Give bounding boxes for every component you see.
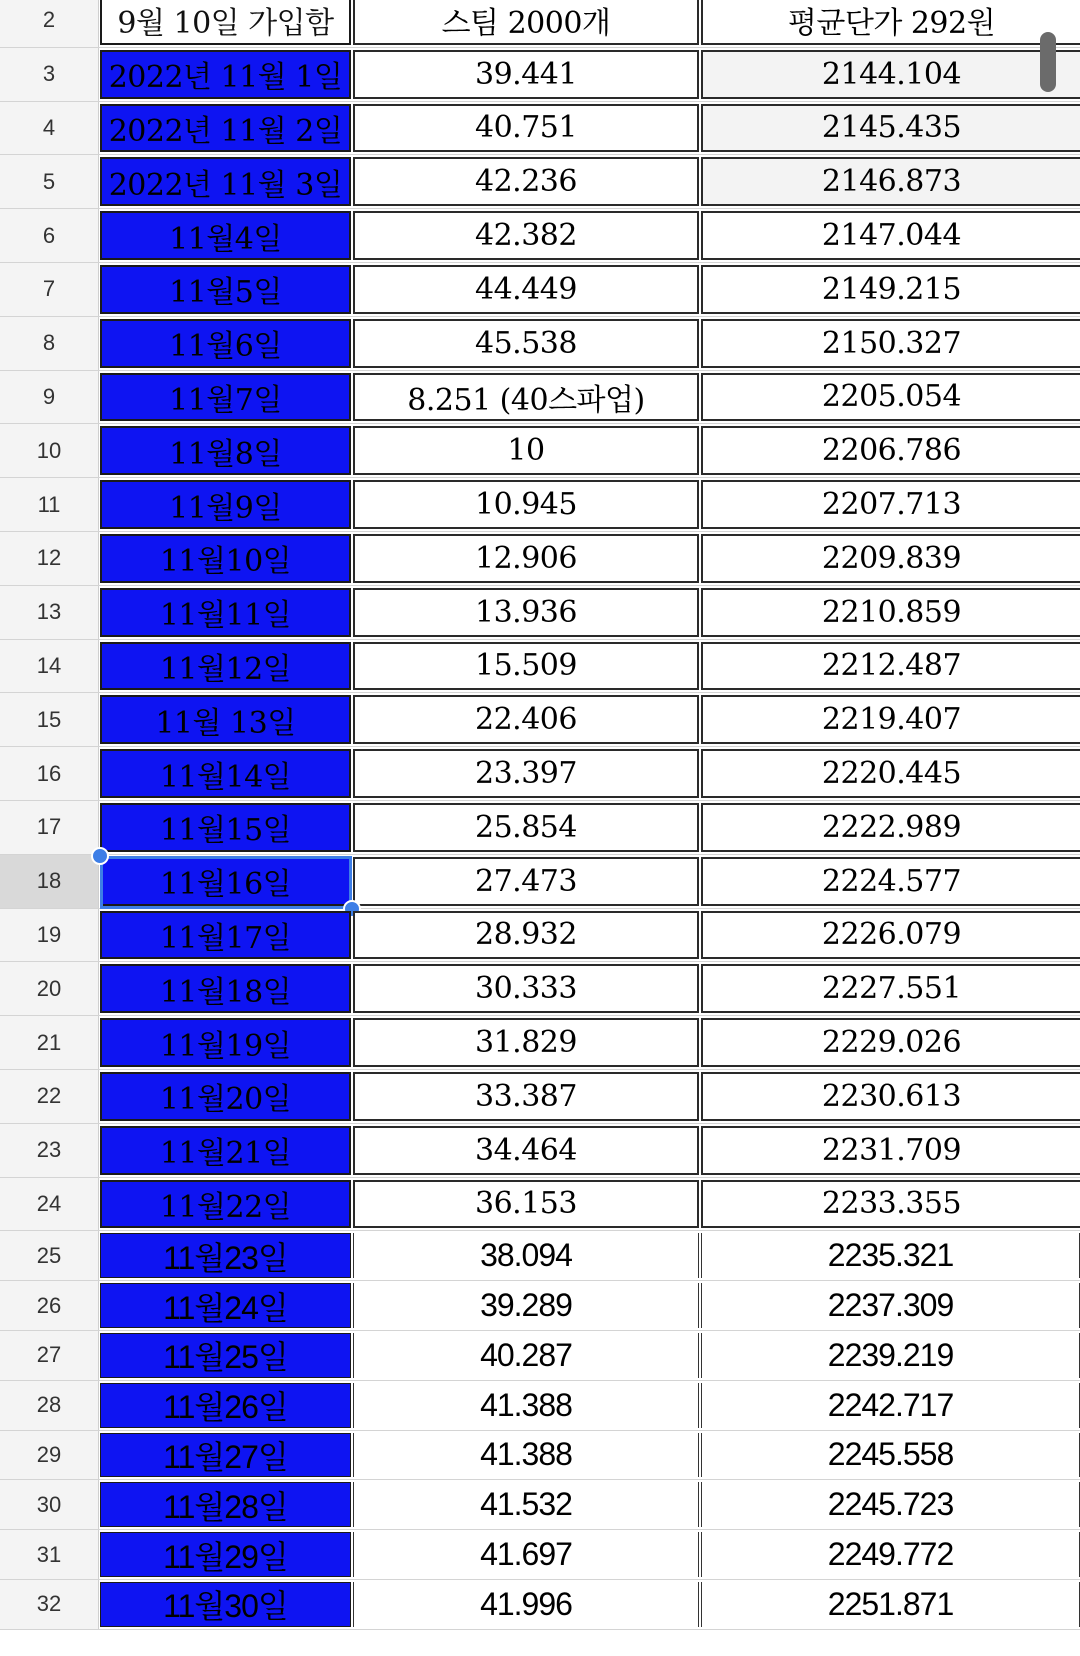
row-header[interactable]: 29 bbox=[0, 1431, 99, 1480]
row-header[interactable]: 20 bbox=[0, 962, 99, 1015]
row-header[interactable]: 3 bbox=[0, 48, 99, 101]
row-header[interactable]: 11 bbox=[0, 478, 99, 531]
row-header[interactable]: 10 bbox=[0, 424, 99, 477]
amount-cell[interactable]: 39.441 bbox=[353, 50, 699, 99]
price-cell[interactable]: 2150.327 bbox=[701, 319, 1080, 368]
table-row[interactable] bbox=[0, 801, 1080, 855]
table-row[interactable] bbox=[0, 1070, 1080, 1124]
header-amount-cell[interactable]: 스팀 2000개 bbox=[353, 0, 699, 45]
table-row[interactable] bbox=[0, 1178, 1080, 1232]
table-row[interactable] bbox=[0, 209, 1080, 263]
header-date-cell[interactable]: 9월 10일 가입함 bbox=[100, 0, 351, 45]
row-header[interactable]: 30 bbox=[0, 1480, 99, 1529]
date-cell[interactable]: 11월21일 bbox=[100, 1126, 351, 1175]
selection-handle-top-left[interactable] bbox=[91, 847, 109, 865]
row-header[interactable]: 13 bbox=[0, 586, 99, 639]
row-header[interactable]: 12 bbox=[0, 532, 99, 585]
date-cell[interactable]: 11월7일 bbox=[100, 373, 351, 422]
table-row[interactable] bbox=[0, 1580, 1080, 1630]
row-header[interactable]: 25 bbox=[0, 1231, 99, 1280]
row-header[interactable]: 26 bbox=[0, 1281, 99, 1330]
date-cell[interactable]: 11월28일 bbox=[100, 1482, 351, 1527]
row-header[interactable]: 8 bbox=[0, 317, 99, 370]
price-cell[interactable]: 2145.435 bbox=[701, 104, 1080, 153]
amount-cell[interactable]: 41.996 bbox=[353, 1582, 699, 1627]
amount-cell[interactable]: 33.387 bbox=[353, 1072, 699, 1121]
amount-cell[interactable]: 39.289 bbox=[353, 1283, 699, 1328]
table-row[interactable] bbox=[0, 102, 1080, 156]
date-cell[interactable]: 11월26일 bbox=[100, 1383, 351, 1428]
table-row[interactable] bbox=[0, 1281, 1080, 1331]
row-header[interactable]: 18 bbox=[0, 855, 99, 908]
price-cell[interactable]: 2239.219 bbox=[701, 1333, 1080, 1378]
row-header[interactable]: 14 bbox=[0, 640, 99, 693]
price-cell[interactable]: 2206.786 bbox=[701, 426, 1080, 475]
price-cell[interactable]: 2222.989 bbox=[701, 803, 1080, 852]
row-header[interactable]: 28 bbox=[0, 1381, 99, 1430]
table-row[interactable] bbox=[0, 1381, 1080, 1431]
table-row[interactable] bbox=[0, 693, 1080, 747]
price-cell[interactable]: 2146.873 bbox=[701, 157, 1080, 206]
table-row[interactable] bbox=[0, 371, 1080, 425]
price-cell[interactable]: 2249.772 bbox=[701, 1532, 1080, 1577]
amount-cell[interactable]: 22.406 bbox=[353, 695, 699, 744]
amount-cell[interactable]: 41.697 bbox=[353, 1532, 699, 1577]
date-cell[interactable]: 2022년 11월 3일 bbox=[100, 157, 351, 206]
price-cell[interactable]: 2207.713 bbox=[701, 480, 1080, 529]
price-cell[interactable]: 2149.215 bbox=[701, 265, 1080, 314]
table-row[interactable] bbox=[0, 155, 1080, 209]
amount-cell[interactable]: 40.287 bbox=[353, 1333, 699, 1378]
price-cell[interactable]: 2220.445 bbox=[701, 749, 1080, 798]
price-cell[interactable]: 2245.723 bbox=[701, 1482, 1080, 1527]
row-header[interactable]: 27 bbox=[0, 1331, 99, 1380]
amount-cell[interactable]: 41.388 bbox=[353, 1433, 699, 1478]
date-cell[interactable]: 11월24일 bbox=[100, 1283, 351, 1328]
amount-cell[interactable]: 31.829 bbox=[353, 1018, 699, 1067]
price-cell[interactable]: 2224.577 bbox=[701, 857, 1080, 906]
row-header[interactable]: 6 bbox=[0, 209, 99, 262]
price-cell[interactable]: 2219.407 bbox=[701, 695, 1080, 744]
date-cell[interactable]: 2022년 11월 1일 bbox=[100, 50, 351, 99]
row-header[interactable]: 31 bbox=[0, 1530, 99, 1579]
amount-cell[interactable]: 10.945 bbox=[353, 480, 699, 529]
date-cell[interactable]: 11월30일 bbox=[100, 1582, 351, 1627]
price-cell[interactable]: 2251.871 bbox=[701, 1582, 1080, 1627]
amount-cell[interactable]: 40.751 bbox=[353, 104, 699, 153]
date-cell[interactable]: 11월16일 bbox=[100, 857, 351, 906]
row-header[interactable]: 19 bbox=[0, 909, 99, 962]
table-row[interactable] bbox=[0, 1530, 1080, 1580]
price-cell[interactable]: 2229.026 bbox=[701, 1018, 1080, 1067]
amount-cell[interactable]: 45.538 bbox=[353, 319, 699, 368]
price-cell[interactable]: 2147.044 bbox=[701, 211, 1080, 260]
date-cell[interactable]: 11월11일 bbox=[100, 588, 351, 637]
table-row[interactable] bbox=[0, 1124, 1080, 1178]
table-row[interactable] bbox=[0, 532, 1080, 586]
price-cell[interactable]: 2237.309 bbox=[701, 1283, 1080, 1328]
amount-cell[interactable]: 8.251 (40스파업) bbox=[353, 373, 699, 422]
amount-cell[interactable]: 10 bbox=[353, 426, 699, 475]
date-cell[interactable]: 11월15일 bbox=[100, 803, 351, 852]
table-row[interactable] bbox=[0, 909, 1080, 963]
amount-cell[interactable]: 28.932 bbox=[353, 911, 699, 960]
amount-cell[interactable]: 42.236 bbox=[353, 157, 699, 206]
row-header[interactable]: 17 bbox=[0, 801, 99, 854]
table-row[interactable] bbox=[0, 478, 1080, 532]
price-cell[interactable]: 2144.104 bbox=[701, 50, 1080, 99]
date-cell[interactable]: 11월10일 bbox=[100, 534, 351, 583]
amount-cell[interactable]: 23.397 bbox=[353, 749, 699, 798]
price-cell[interactable]: 2235.321 bbox=[701, 1233, 1080, 1278]
date-cell[interactable]: 11월19일 bbox=[100, 1018, 351, 1067]
price-cell[interactable]: 2231.709 bbox=[701, 1126, 1080, 1175]
table-row[interactable] bbox=[0, 1016, 1080, 1070]
date-cell[interactable]: 11월 13일 bbox=[100, 695, 351, 744]
amount-cell[interactable]: 34.464 bbox=[353, 1126, 699, 1175]
amount-cell[interactable]: 41.388 bbox=[353, 1383, 699, 1428]
row-header[interactable]: 7 bbox=[0, 263, 99, 316]
amount-cell[interactable]: 25.854 bbox=[353, 803, 699, 852]
amount-cell[interactable]: 15.509 bbox=[353, 642, 699, 691]
amount-cell[interactable]: 12.906 bbox=[353, 534, 699, 583]
table-row[interactable] bbox=[0, 1431, 1080, 1481]
table-row[interactable] bbox=[0, 1231, 1080, 1281]
header-price-cell[interactable]: 평균단가 292원 bbox=[701, 0, 1080, 45]
table-row[interactable] bbox=[0, 424, 1080, 478]
date-cell[interactable]: 11월12일 bbox=[100, 642, 351, 691]
amount-cell[interactable]: 44.449 bbox=[353, 265, 699, 314]
amount-cell[interactable]: 13.936 bbox=[353, 588, 699, 637]
date-cell[interactable]: 2022년 11월 2일 bbox=[100, 104, 351, 153]
row-header[interactable]: 5 bbox=[0, 155, 99, 208]
row-header[interactable]: 15 bbox=[0, 693, 99, 746]
table-row[interactable] bbox=[0, 1480, 1080, 1530]
row-header[interactable]: 4 bbox=[0, 102, 99, 155]
date-cell[interactable]: 11월6일 bbox=[100, 319, 351, 368]
price-cell[interactable]: 2230.613 bbox=[701, 1072, 1080, 1121]
row-header[interactable]: 2 bbox=[0, 0, 99, 47]
date-cell[interactable]: 11월27일 bbox=[100, 1433, 351, 1478]
row-header[interactable]: 32 bbox=[0, 1580, 99, 1629]
row-header[interactable]: 24 bbox=[0, 1178, 99, 1231]
amount-cell[interactable]: 38.094 bbox=[353, 1233, 699, 1278]
price-cell[interactable]: 2209.839 bbox=[701, 534, 1080, 583]
table-row[interactable] bbox=[0, 263, 1080, 317]
table-row[interactable] bbox=[0, 48, 1080, 102]
row-header[interactable]: 9 bbox=[0, 371, 99, 424]
price-cell[interactable]: 2212.487 bbox=[701, 642, 1080, 691]
table-row[interactable] bbox=[0, 855, 1080, 909]
table-row[interactable] bbox=[0, 317, 1080, 371]
row-header[interactable]: 21 bbox=[0, 1016, 99, 1069]
date-cell[interactable]: 11월22일 bbox=[100, 1180, 351, 1229]
price-cell[interactable]: 2210.859 bbox=[701, 588, 1080, 637]
vertical-scrollbar[interactable] bbox=[1040, 32, 1056, 92]
price-cell[interactable]: 2226.079 bbox=[701, 911, 1080, 960]
date-cell[interactable]: 11월9일 bbox=[100, 480, 351, 529]
price-cell[interactable]: 2205.054 bbox=[701, 373, 1080, 422]
date-cell[interactable]: 11월18일 bbox=[100, 964, 351, 1013]
date-cell[interactable]: 11월8일 bbox=[100, 426, 351, 475]
table-row[interactable] bbox=[0, 640, 1080, 694]
price-cell[interactable]: 2233.355 bbox=[701, 1180, 1080, 1229]
date-cell[interactable]: 11월29일 bbox=[100, 1532, 351, 1577]
price-cell[interactable]: 2227.551 bbox=[701, 964, 1080, 1013]
amount-cell[interactable]: 36.153 bbox=[353, 1180, 699, 1229]
price-cell[interactable]: 2245.558 bbox=[701, 1433, 1080, 1478]
table-row[interactable] bbox=[0, 747, 1080, 801]
date-cell[interactable]: 11월23일 bbox=[100, 1233, 351, 1278]
amount-cell[interactable]: 30.333 bbox=[353, 964, 699, 1013]
table-row[interactable] bbox=[0, 586, 1080, 640]
date-cell[interactable]: 11월17일 bbox=[100, 911, 351, 960]
date-cell[interactable]: 11월4일 bbox=[100, 211, 351, 260]
date-cell[interactable]: 11월14일 bbox=[100, 749, 351, 798]
row-header[interactable]: 16 bbox=[0, 747, 99, 800]
row-header[interactable]: 23 bbox=[0, 1124, 99, 1177]
row-header[interactable]: 22 bbox=[0, 1070, 99, 1123]
table-row[interactable] bbox=[0, 962, 1080, 1016]
amount-cell[interactable]: 42.382 bbox=[353, 211, 699, 260]
table-row[interactable] bbox=[0, 1331, 1080, 1381]
amount-cell[interactable]: 41.532 bbox=[353, 1482, 699, 1527]
date-cell[interactable]: 11월25일 bbox=[100, 1333, 351, 1378]
price-cell[interactable]: 2242.717 bbox=[701, 1383, 1080, 1428]
date-cell[interactable]: 11월20일 bbox=[100, 1072, 351, 1121]
amount-cell[interactable]: 27.473 bbox=[353, 857, 699, 906]
table-row[interactable] bbox=[0, 0, 1080, 48]
date-cell[interactable]: 11월5일 bbox=[100, 265, 351, 314]
